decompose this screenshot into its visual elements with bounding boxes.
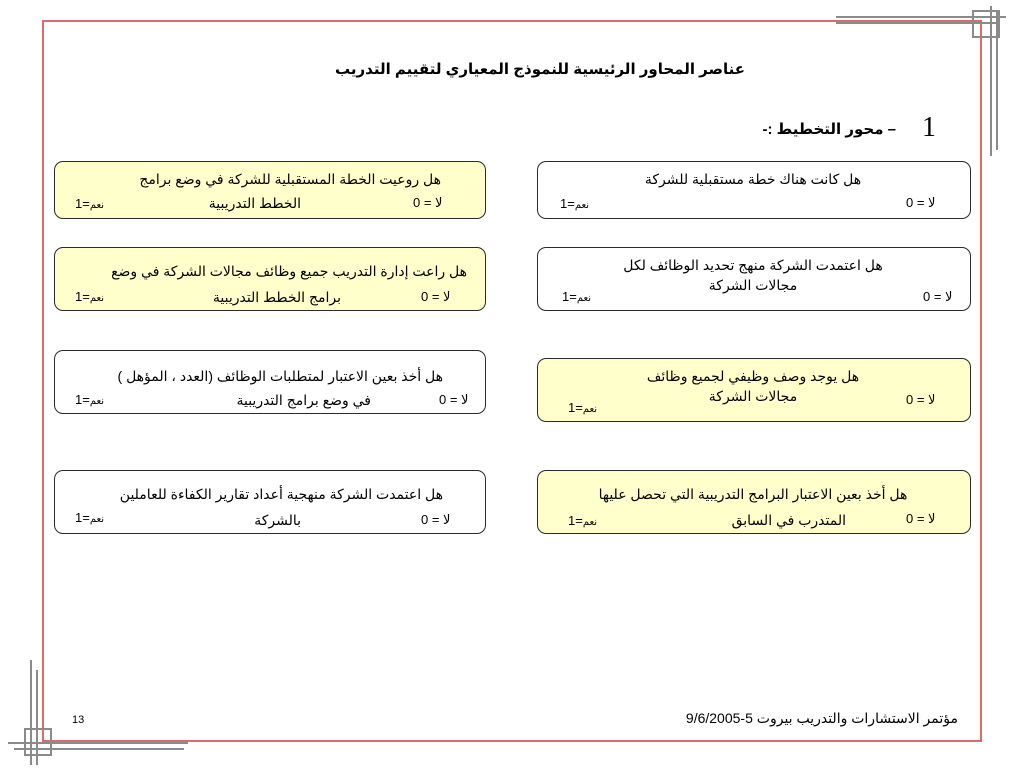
question-box-r3 xyxy=(537,358,971,422)
answer-no: لا = 0 xyxy=(439,392,469,407)
question-text: هل يوجد وصف وظيفي لجميع وظائف xyxy=(646,368,860,384)
question-text-line2: الخطط التدريبية xyxy=(208,195,301,211)
footer-conference: مؤتمر الاستشارات والتدريب بيروت 5-9/6/2005 xyxy=(685,710,958,726)
frame-corner-box-top xyxy=(972,10,1000,38)
page-number: 13 xyxy=(72,714,85,726)
slide-title: عناصر المحاور الرئيسية للنموذج المعياري لتقييم التدريب xyxy=(335,61,745,78)
question-box-r4 xyxy=(537,470,971,534)
answer-no: لا = 0 xyxy=(906,511,936,526)
answer-yes: 1=نعم xyxy=(75,510,105,525)
question-box-l4 xyxy=(54,470,486,534)
answer-yes: 1=نعم xyxy=(568,400,598,415)
answer-no: لا = 0 xyxy=(421,512,451,527)
question-text-line2: برامج الخطط التدريبية xyxy=(212,289,341,305)
question-box-l2 xyxy=(54,247,486,311)
answer-yes: 1=نعم xyxy=(562,289,592,304)
question-text-line2: في وضع برامج التدريبية xyxy=(236,392,371,408)
question-box-l3 xyxy=(54,350,486,414)
answer-yes: 1=نعم xyxy=(560,196,590,211)
answer-yes: 1=نعم xyxy=(75,196,105,211)
section-heading: – محور التخطيط :- xyxy=(762,121,896,138)
answer-yes: 1=نعم xyxy=(75,392,105,407)
question-box-r2 xyxy=(537,247,971,311)
question-text: هل اعتمدت الشركة منهج تحديد الوظائف لكل xyxy=(623,257,883,273)
question-text: هل أخذ بعين الاعتبار لمتطلبات الوظائف (العدد ، المؤهل ) xyxy=(117,368,443,384)
answer-no: لا = 0 xyxy=(421,289,451,304)
section-number: 1 xyxy=(922,112,936,143)
question-text: هل كانت هناك خطة مستقبلية للشركة xyxy=(644,171,862,187)
answer-no: لا = 0 xyxy=(413,195,443,210)
question-text: هل راعت إدارة التدريب جميع وظائف مجالات الشركة في وضع xyxy=(111,263,467,279)
question-text: هل أخذ بعين الاعتبار البرامج التدريبية التي تحصل عليها xyxy=(598,486,908,502)
frame-corner-box-bottom xyxy=(24,728,52,756)
answer-no: لا = 0 xyxy=(923,289,953,304)
question-text: هل اعتمدت الشركة منهجية أعداد تقارير الكفاءة للعاملين xyxy=(119,486,443,502)
answer-no: لا = 0 xyxy=(906,195,936,210)
question-box-l1 xyxy=(54,161,486,219)
answer-no: لا = 0 xyxy=(906,392,936,407)
question-text-line2: المتدرب في السابق xyxy=(731,512,846,528)
question-text: هل روعيت الخطة المستقبلية للشركة في وضع برامج xyxy=(139,171,441,187)
question-text-line2: بالشركة xyxy=(254,512,301,528)
question-text-line2: مجالات الشركة xyxy=(708,277,798,293)
answer-yes: 1=نعم xyxy=(568,513,598,528)
question-text-line2: مجالات الشركة xyxy=(708,388,798,404)
answer-yes: 1=نعم xyxy=(75,289,105,304)
question-box-r1 xyxy=(537,161,971,219)
